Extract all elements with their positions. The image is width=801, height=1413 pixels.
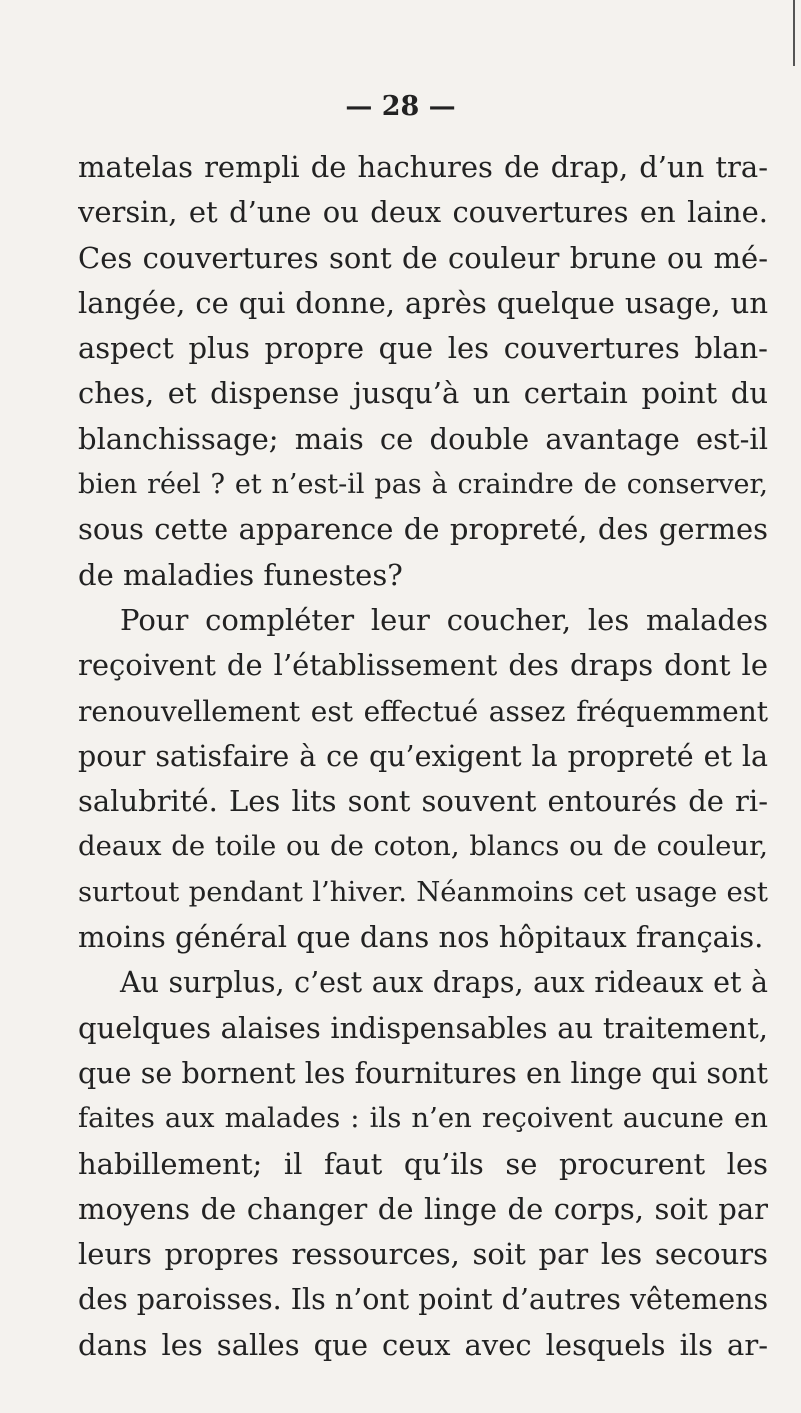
text-line: leurs propres ressources, soit par les secours: [78, 1237, 768, 1272]
page-number: — 28 —: [345, 91, 456, 122]
text-line: des paroisses. Ils n’ont point d’autres vêtemens: [78, 1283, 768, 1317]
text-line: renouvellement est effectué assez fréquemment: [78, 694, 768, 728]
text-line: moyens de changer de linge de corps, soit par: [78, 1191, 768, 1226]
text-line: quelques alaises indispensables au traitement,: [78, 1010, 768, 1045]
text-line: moins général que dans nos hôpitaux français.: [78, 920, 764, 955]
text-line: salubrité. Les lits sont souvent entourés de ri-: [78, 784, 768, 819]
paragraph: [78, 145, 768, 598]
body-text: [78, 145, 768, 1368]
text-line: surtout pendant l’hiver. Néanmoins cet usage est: [78, 875, 768, 908]
text-line: versin, et d’une ou deux couvertures en laine.: [78, 195, 768, 230]
text-line: deaux de toile ou de coton, blancs ou de couleur,: [78, 830, 768, 863]
text-line: blanchissage; mais ce double avantage est-il: [78, 421, 768, 456]
text-line: habillement; il faut qu’ils se procurent les: [78, 1146, 768, 1181]
text-line: Pour compléter leur coucher, les malades: [120, 602, 768, 637]
text-line: reçoivent de l’établissement des draps dont le: [78, 648, 768, 683]
text-line: Au surplus, c’est aux draps, aux rideaux et à: [120, 966, 768, 1000]
text-line: dans les salles que ceux avec lesquels ils ar-: [78, 1327, 768, 1362]
text-line: de maladies funestes?: [78, 557, 403, 592]
text-line: Ces couvertures sont de couleur brune ou mé-: [78, 240, 768, 275]
paragraph: [78, 598, 768, 960]
text-line: sous cette apparence de propreté, des germes: [78, 512, 768, 547]
page-edge-line: [793, 0, 795, 66]
text-line: bien réel ? et n’est-il pas à craindre de conserver,: [78, 469, 768, 501]
text-line: faites aux malades : ils n’en reçoivent aucune en: [78, 1102, 768, 1135]
text-line: pour satisfaire à ce qu’exigent la propreté et la: [78, 739, 768, 773]
text-line: ches, et dispense jusqu’à un certain point du: [78, 376, 768, 411]
text-line: matelas rempli de hachures de drap, d’un tra-: [78, 150, 768, 184]
text-line: que se bornent les fournitures en linge qui sont: [78, 1056, 768, 1090]
paragraph: [78, 960, 768, 1368]
text-line: aspect plus propre que les couvertures blan-: [78, 331, 768, 366]
text-line: langée, ce qui donne, après quelque usage, un: [78, 285, 768, 320]
